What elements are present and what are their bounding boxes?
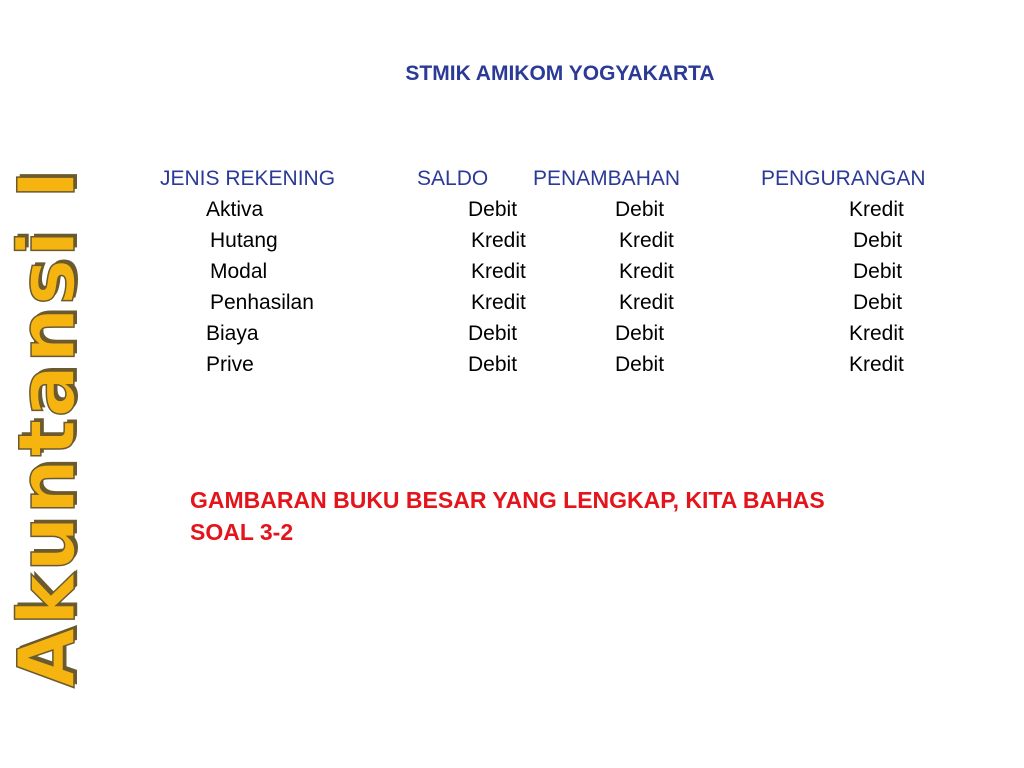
table-cell: Debit [615, 322, 665, 345]
table-cell: Kredit [849, 322, 904, 345]
column-header-pengurangan: PENGURANGAN [761, 167, 926, 190]
page-title: STMIK AMIKOM YOGYAKARTA [405, 62, 715, 85]
table-cell: Kredit [471, 291, 526, 314]
table-cell: Kredit [849, 198, 904, 221]
table-cell: Debit [468, 322, 518, 345]
table-cell: Prive [206, 353, 254, 376]
table-cell: Kredit [619, 229, 674, 252]
table-cell: Debit [468, 353, 518, 376]
table-cell: Debit [615, 353, 665, 376]
table-cell: Kredit [849, 353, 904, 376]
table-cell: Debit [853, 260, 903, 283]
table-cell: Kredit [619, 260, 674, 283]
column-header-saldo: SALDO [417, 167, 489, 190]
table-cell: Kredit [471, 229, 526, 252]
table-cell: Biaya [206, 322, 259, 345]
note-text: GAMBARAN BUKU BESAR YANG LENGKAP, KITA BAHAS SOAL 3-2 [190, 487, 825, 545]
table-cell: Aktiva [206, 198, 264, 221]
table-cell: Hutang [210, 229, 278, 252]
column-header-jenis-rekening: JENIS REKENING [160, 167, 336, 190]
table-cell: Modal [210, 260, 268, 283]
table-cell: Debit [615, 198, 665, 221]
table-cell: Debit [853, 229, 903, 252]
table-cell: Debit [468, 198, 518, 221]
table-cell: Debit [853, 291, 903, 314]
column-header-penambahan: PENAMBAHAN [533, 167, 681, 190]
table-cell: Kredit [471, 260, 526, 283]
table-cell: Penhasilan [210, 291, 314, 314]
side-title: Akuntansi I [3, 167, 93, 689]
table-cell: Kredit [619, 291, 674, 314]
